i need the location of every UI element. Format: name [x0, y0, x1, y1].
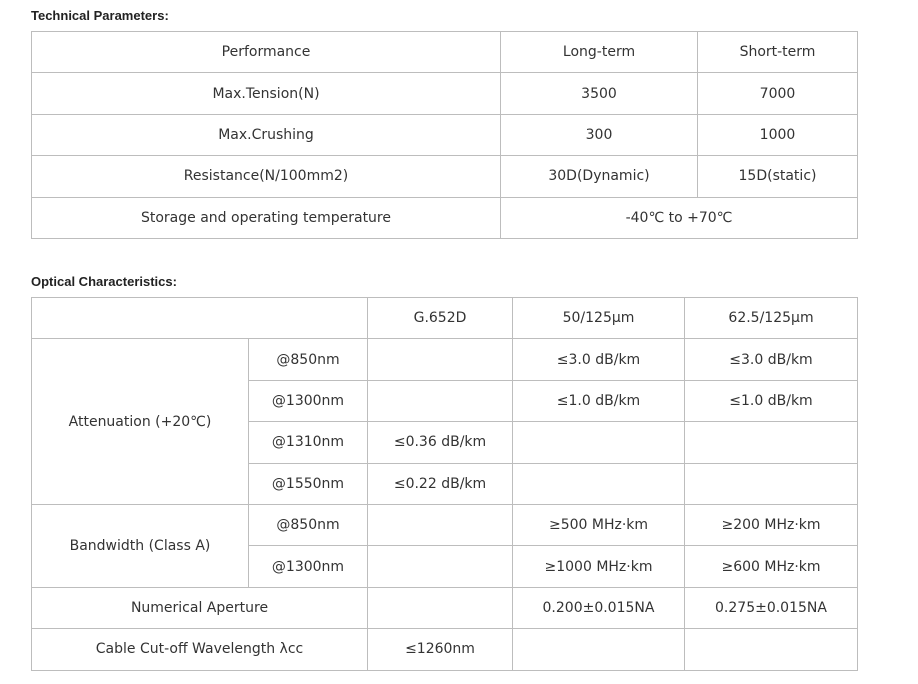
wavelength-cell: @1300nm [249, 546, 368, 587]
g652d-value: ≤0.22 dB/km [368, 463, 513, 504]
short-term-value: 15D(static) [698, 156, 858, 197]
mm625-value: ≤1.0 dB/km [685, 380, 858, 421]
table-row [32, 197, 858, 238]
g652d-value [368, 380, 513, 421]
short-term-value: 7000 [698, 73, 858, 114]
row-label: Max.Crushing [32, 114, 501, 155]
wavelength-cell: @850nm [249, 339, 368, 380]
mm625-value [685, 463, 858, 504]
mm50-value: 0.200±0.015NA [513, 587, 685, 628]
short-term-value: 1000 [698, 114, 858, 155]
wavelength-cell: @850nm [249, 504, 368, 545]
mm50-value [513, 463, 685, 504]
mm50-value: ≤3.0 dB/km [513, 339, 685, 380]
technical-parameters-title: Technical Parameters: [31, 8, 169, 23]
row-label: Max.Tension(N) [32, 73, 501, 114]
table-row [32, 114, 858, 155]
optical-characteristics-title: Optical Characteristics: [31, 274, 177, 289]
long-term-value: 3500 [501, 73, 698, 114]
temperature-range: -40℃ to +70℃ [501, 197, 858, 238]
row-label: Resistance(N/100mm2) [32, 156, 501, 197]
table-header-row [32, 32, 858, 73]
cutoff-wavelength-label: Cable Cut-off Wavelength λcc [32, 629, 368, 670]
long-term-value: 30D(Dynamic) [501, 156, 698, 197]
wavelength-cell: @1550nm [249, 463, 368, 504]
g652d-value [368, 587, 513, 628]
g652d-value: ≤1260nm [368, 629, 513, 670]
mm50-value: ≥1000 MHz·km [513, 546, 685, 587]
mm50-value: ≤1.0 dB/km [513, 380, 685, 421]
header-short-term: Short-term [698, 32, 858, 73]
mm625-value: 0.275±0.015NA [685, 587, 858, 628]
header-long-term: Long-term [501, 32, 698, 73]
mm625-value: ≤3.0 dB/km [685, 339, 858, 380]
optical-characteristics-table [31, 297, 858, 671]
technical-parameters-table [31, 31, 858, 239]
mm625-value [685, 422, 858, 463]
g652d-value [368, 546, 513, 587]
bandwidth-label: Bandwidth (Class A) [32, 504, 249, 587]
header-50-125: 50/125μm [513, 298, 685, 339]
header-performance: Performance [32, 32, 501, 73]
numerical-aperture-label: Numerical Aperture [32, 587, 368, 628]
wavelength-cell: @1300nm [249, 380, 368, 421]
mm50-value [513, 629, 685, 670]
g652d-value [368, 504, 513, 545]
mm50-value [513, 422, 685, 463]
long-term-value: 300 [501, 114, 698, 155]
wavelength-cell: @1310nm [249, 422, 368, 463]
g652d-value [368, 339, 513, 380]
table-header-row [32, 298, 858, 339]
table-row [32, 156, 858, 197]
table-row [32, 73, 858, 114]
table-row [32, 504, 858, 545]
table-row [32, 587, 858, 628]
mm625-value: ≥200 MHz·km [685, 504, 858, 545]
table-row [32, 629, 858, 670]
header-g652d: G.652D [368, 298, 513, 339]
attenuation-label: Attenuation (+20℃) [32, 339, 249, 505]
mm625-value: ≥600 MHz·km [685, 546, 858, 587]
g652d-value: ≤0.36 dB/km [368, 422, 513, 463]
table-row [32, 339, 858, 380]
header-blank [32, 298, 368, 339]
header-62-5-125: 62.5/125μm [685, 298, 858, 339]
row-label: Storage and operating temperature [32, 197, 501, 238]
mm50-value: ≥500 MHz·km [513, 504, 685, 545]
mm625-value [685, 629, 858, 670]
